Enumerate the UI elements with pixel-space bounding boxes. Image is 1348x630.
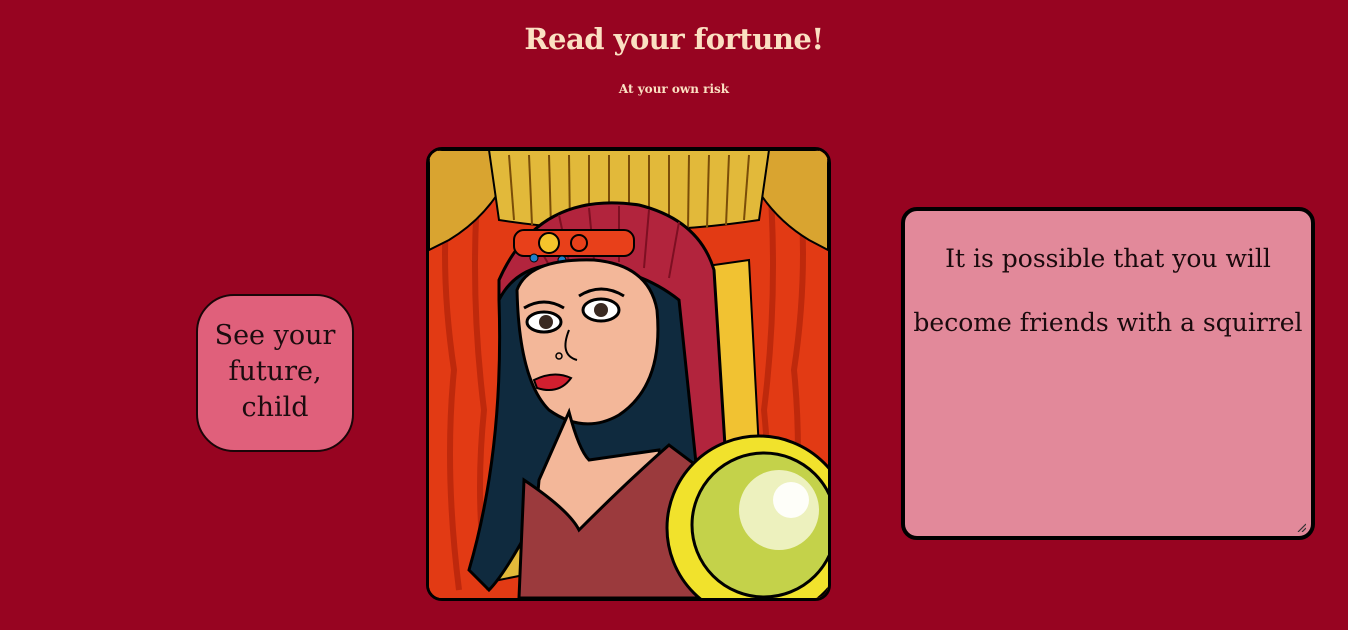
see-future-button[interactable]: See your future, child xyxy=(196,294,354,452)
resize-grip-icon[interactable] xyxy=(1296,522,1306,532)
page-title: Read your fortune! xyxy=(524,22,824,56)
fortune-textarea[interactable]: It is possible that you will become friends with a squirrel xyxy=(901,207,1315,540)
fortune-teller-illustration xyxy=(429,150,828,598)
page-subtitle: At your own risk xyxy=(618,82,730,96)
fortune-teller-image xyxy=(426,147,831,601)
